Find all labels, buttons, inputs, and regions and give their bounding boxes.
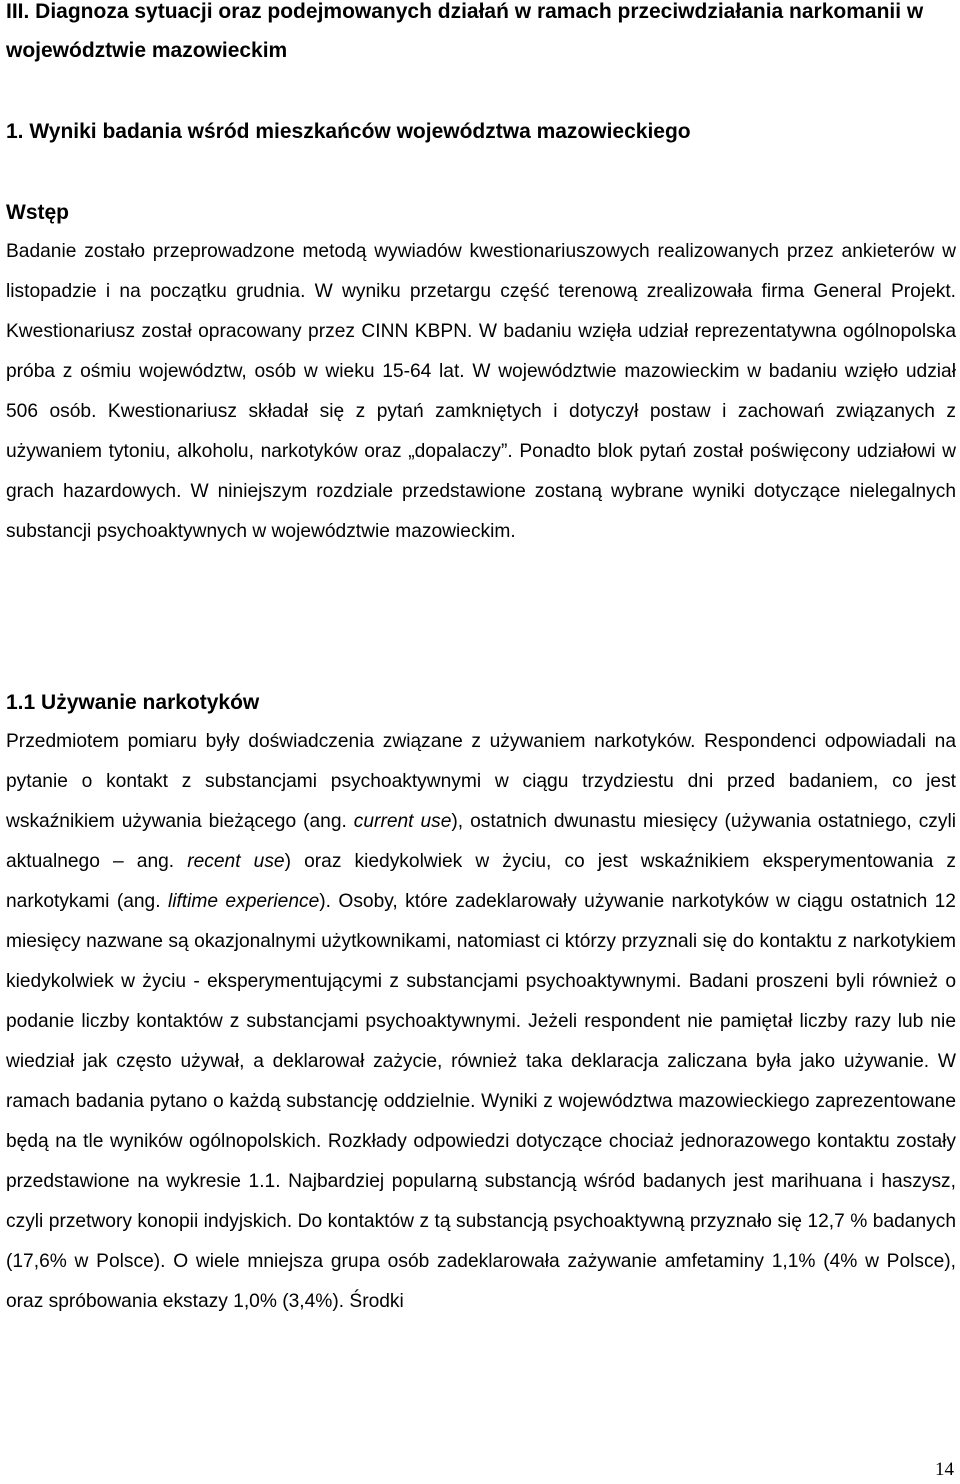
usage-text-part1: Przedmiotem pomiaru były doświadczenia związane z używaniem narkotyków. Respondenci odpowiadali na pytanie o kontakt z substancjami psychoaktywnymi w ciągu trzydziestu dni przed badaniem, co jest wskaźnikiem używania bieżącego (ang.	[6, 731, 956, 832]
usage-text-part3: ) oraz kiedykolwiek w życiu, co jest wskaźnikiem eksperymentowania z narkotykami (ang.	[6, 851, 956, 912]
section-title: 1. Wyniki badania wśród mieszkańców województwa mazowieckiego	[6, 120, 691, 143]
usage-text-part2: ), ostatnich dwunastu miesięcy (używania ostatniego, czyli aktualnego – ang.	[6, 811, 957, 872]
usage-paragraph	[6, 722, 956, 1322]
intro-paragraph: Badanie zostało przeprowadzone metodą wywiadów kwestionariuszowych realizowanych przez ankieterów w listopadzie i na początku grudnia. W wyniku przetargu część terenową zrealizowała firma General Projekt. Kwestionariusz został opracowany przez CINN KBPN. W badaniu wzięła udział reprezentatywna ogólnopolska próba z ośmiu województw, osób w wieku 15-64 lat. W województwie mazowieckim w badaniu wzięło udział 506 osób. Kwestionariusz składał się z pytań zamkniętych i dotyczył postaw i zachowań związanych z używaniem tytoniu, alkoholu, narkotyków oraz „dopalaczy”. Ponadto blok pytań został poświęcony udziałowi w grach hazardowych. W niniejszym rozdziale przedstawione zostaną wybrane wyniki dotyczące nielegalnych substancji psychoaktywnych w województwie mazowieckim.	[6, 241, 956, 542]
page-number: 14	[935, 1459, 954, 1480]
intro-heading: Wstęp	[6, 201, 69, 224]
term-current-use: current use	[353, 811, 452, 832]
usage-text-part4: ). Osoby, które zadeklarowały używanie narkotyków w ciągu ostatnich 12 miesięcy nazwane są okazjonalnymi użytkownikami, natomiast ci którzy przyznali się do kontaktu z narkotykiem kiedykolwiek w życiu - eksperymentującymi z substancjami psychoaktywnymi. Badani proszeni byli również o podanie liczby kontaktów z substancjami psychoaktywnymi. Jeżeli respondent nie pamiętał liczby razy lub nie wiedział jak często używał, a deklarował zażycie, również taka deklaracja zaliczana była jako używanie. W ramach badania pytano o każdą substancję oddzielnie. Wyniki z województwa mazowieckiego zaprezentowane będą na tle wyników ogólnopolskich. Rozkłady odpowiedzi dotyczące chociaż jednorazowego kontaktu zostały przedstawione na wykresie 1.1. Najbardziej popularną substancją wśród badanych jest marihuana i haszysz, czyli przetwory konopii indyjskich. Do kontaktów z tą substancją psychoaktywną przyznało się 12,7 % badanych (17,6% w Polsce). O wiele mniejsza grupa osób zadeklarowała zażywanie amfetaminy 1,1% (4% w Polsce), oraz spróbowania ekstazy 1,0% (3,4%). Środki	[6, 891, 956, 1312]
chapter-title: III. Diagnoza sytuacji oraz podejmowanych działań w ramach przeciwdziałania narkomanii w województwie mazowieckim	[6, 0, 924, 62]
subsection-title: 1.1 Używanie narkotyków	[6, 691, 260, 714]
term-recent-use: recent use	[187, 851, 285, 872]
term-lifetime-experience: liftime experience	[167, 891, 320, 912]
